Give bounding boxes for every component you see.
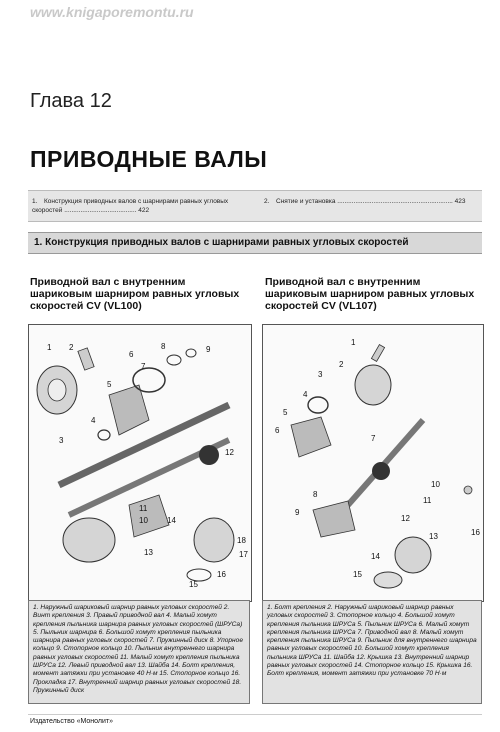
label-3: 3 [318,370,323,379]
thrust-ring-shape [167,355,181,365]
label-16: 16 [217,570,226,579]
right-diagram-drawing [263,325,483,601]
label-11: 11 [139,504,148,513]
label-10: 10 [139,516,148,525]
toc-item-text: Снятие и установка ................................................................ [276,198,453,205]
table-of-contents [28,190,482,222]
right-exploded-diagram [262,324,484,602]
publisher-footer: Издательство «Монолит» [30,718,114,725]
outer-cv-joint-hub-shape [48,379,66,401]
toc-item-number: 2. [264,198,270,205]
large-clamp-shape [133,368,165,392]
drive-shaft-shape [348,420,423,505]
label-17: 17 [239,550,248,559]
label-12: 12 [225,448,234,457]
inner-boot-shape [313,501,355,537]
inner-cv-joint-shape [63,518,115,562]
small-clamp-shape [98,430,110,440]
label-4: 4 [91,416,96,425]
outer-cv-joint-shape [355,365,391,405]
large-clamp-shape [308,397,328,413]
washer-shape [464,486,472,494]
chapter-label: Глава 12 [30,90,112,112]
boot-shape [291,417,331,457]
label-9: 9 [295,508,300,517]
label-12: 12 [401,514,410,523]
left-diagram-drawing [29,325,251,601]
right-caption: 1. Болт крепления 2. Наружный шариковый шарнир равных угловых скоростей 3. Стопорное кольцо 4. Большой хомут крепления пыльника ШРУСа 5. Пыльник ШРУСа 6. Малый хомут крепления пыльника ШРУСа 7. Приводной вал 8. Малый хомут крепления пыльника ШРУСа 9. Пыльник для внутреннего шарнира равных угловых скоростей 10. Большой хомут крепления пыльника ШРУСа 11. Шайба 12. Крышка 13. Внутренний шарнир равных угловых скоростей 14. Стопорное кольцо 15. Крышка 16. Болт крепления, момент затяжки при установке 70 Н·м [262,600,482,704]
label-6: 6 [275,426,280,435]
tool-symbol-icon [372,462,390,480]
label-16: 16 [471,528,480,537]
toc-item-text: Конструкция приводных валов с шарнирами равных угловых скоростей ........................................ [32,198,229,214]
label-15: 15 [353,570,362,579]
label-14: 14 [167,516,176,525]
bolt-shape [371,345,384,362]
toc-item-2 [264,197,478,206]
boot-shape [109,385,149,435]
label-2: 2 [69,343,74,352]
left-caption: 1. Наружный шариковый шарнир равных угловых скоростей 2. Винт крепления 3. Правый приводной вал 4. Малый хомут крепления пыльника шарнира равных угловых скоростей (ШРУСа) 5. Пыльник шарнира 6. Большой хомут крепления пыльника шарнира равных угловых скоростей 7. Пружинный диск 8. Упорное кольцо 9. Стопорное кольцо 10. Пыльник внутреннего шарнира равных угловых скоростей 11. Малый хомут крепления пыльника ШРУСа 12. Левый приводной вал 13. Шайба 14. Болт крепления, момент затяжки при установке 40 Н·м 15. Стопорное кольцо 16. Прокладка 17. Внутренний шарнир равных угловых скоростей 18. Пружинный диск [28,600,250,704]
label-8: 8 [313,490,318,499]
label-7: 7 [371,434,376,443]
label-15: 15 [189,580,198,589]
section-heading-bar [28,232,482,254]
label-1: 1 [351,338,356,347]
label-5: 5 [107,380,112,389]
footer-divider [28,714,482,715]
snap-ring-shape [186,349,196,357]
inner-boot-shape [129,495,169,537]
label-4: 4 [303,390,308,399]
inner-cv-joint-shape [395,537,431,573]
left-subtitle: Приводной вал с внутренним шариковым шарниром равных угловых скоростей CV (VL100) [30,276,240,312]
cover-shape [374,572,402,588]
toc-item-1 [32,197,252,215]
label-10: 10 [431,480,440,489]
label-13: 13 [144,548,153,557]
tool-symbol-icon [199,445,219,465]
label-5: 5 [283,408,288,417]
inner-cv-joint-housing-shape [194,518,234,562]
label-1: 1 [47,343,52,352]
label-2: 2 [339,360,344,369]
right-subtitle: Приводной вал с внутренним шариковым шарниром равных угловых скоростей CV (VL107) [265,276,475,312]
bolt-shape [78,348,94,370]
label-3: 3 [59,436,64,445]
toc-item-number: 1. [32,198,38,205]
watermark: www.knigaporemontu.ru [30,4,194,20]
section-heading: 1. Конструкция приводных валов с шарнирами равных угловых скоростей [34,237,409,248]
label-13: 13 [429,532,438,541]
label-14: 14 [371,552,380,561]
label-8: 8 [161,342,166,351]
toc-item-page: 422 [138,207,150,214]
page-title: ПРИВОДНЫЕ ВАЛЫ [30,146,268,172]
label-18: 18 [237,536,246,545]
label-11: 11 [423,496,432,505]
left-exploded-diagram [28,324,252,602]
toc-item-page: 423 [454,198,466,205]
label-6: 6 [129,350,134,359]
label-7: 7 [141,362,146,371]
label-9: 9 [206,345,211,354]
